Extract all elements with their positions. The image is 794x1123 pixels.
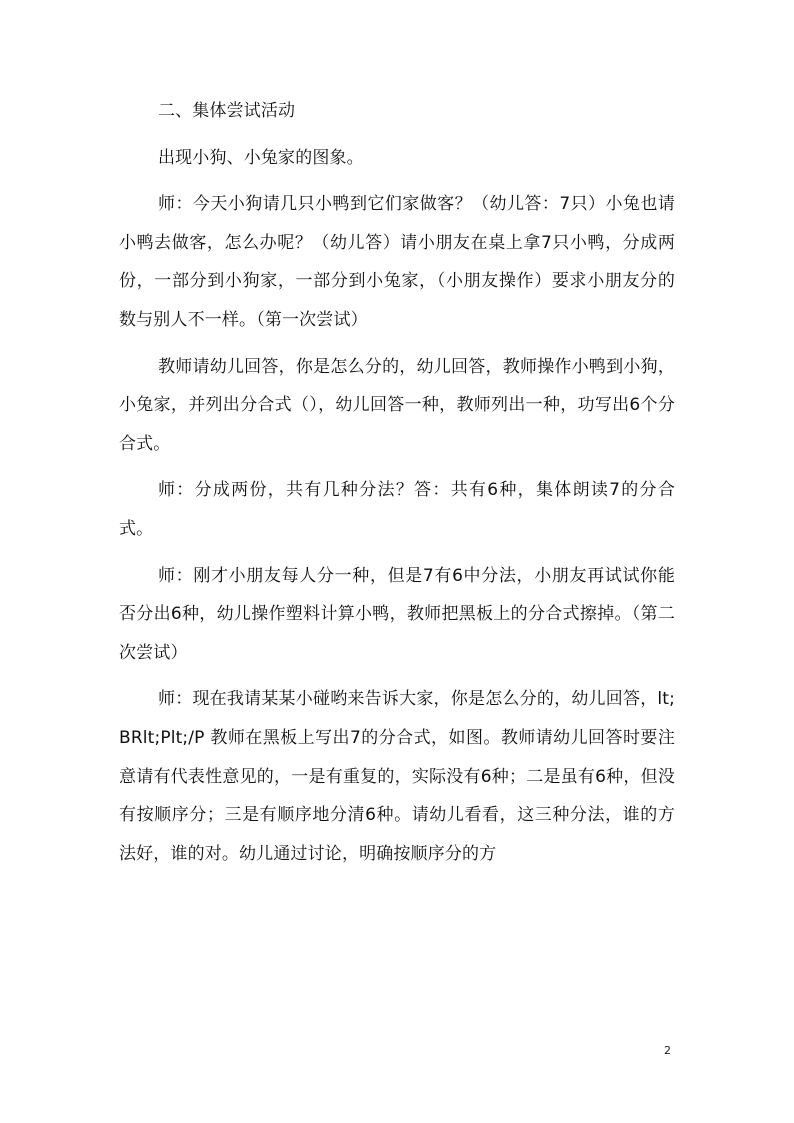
body-text (119, 92, 675, 881)
paragraph: 师：刚才小朋友每人分一种，但是7有6中分法，小朋友再试试你能否分出6种，幼儿操作塑料计算小鸭，教师把黑板上的分合式擦掉。（第二次尝试） (119, 565, 675, 663)
paragraph: 出现小狗、小兔家的图象。 (158, 147, 364, 168)
section-heading: 二、集体尝试活动 (158, 101, 296, 121)
paragraph: 师：现在我请某某小碰哟来告诉大家，你是怎么分的，幼儿回答，lt;BRlt;Plt;/P 教师在黑板上写出7的分合式，如图。教师请幼儿回答时要注意请有代表性意见的，一是有重复的，实际没有6种；二是虽有6种，但没有按顺序分；三是有顺序地分清6种。请幼儿看看，这三种分法，谁的方法好，谁的对。幼儿通过讨论，明确按顺序分的方 (119, 689, 675, 864)
paragraph: 师：今天小狗请几只小鸭到它们家做客？（幼儿答：7只）小兔也请小鸭去做客，怎么办呢？（幼儿答）请小朋友在桌上拿7只小鸭，分成两份，一部分到小狗家，一部分到小兔家，（小朋友操作）要求小朋友分的数与别人不一样。（第一次尝试） (119, 194, 675, 330)
paragraph: 师：分成两份，共有几种分法？答：共有6种，集体朗读7的分合式。 (119, 480, 675, 539)
page-number: 2 (664, 1044, 671, 1057)
paragraph: 教师请幼儿回答，你是怎么分的，幼儿回答，教师操作小鸭到小狗，小兔家，并列出分合式（），幼儿回答一种，教师列出一种，功写出6个分合式。 (119, 356, 675, 454)
